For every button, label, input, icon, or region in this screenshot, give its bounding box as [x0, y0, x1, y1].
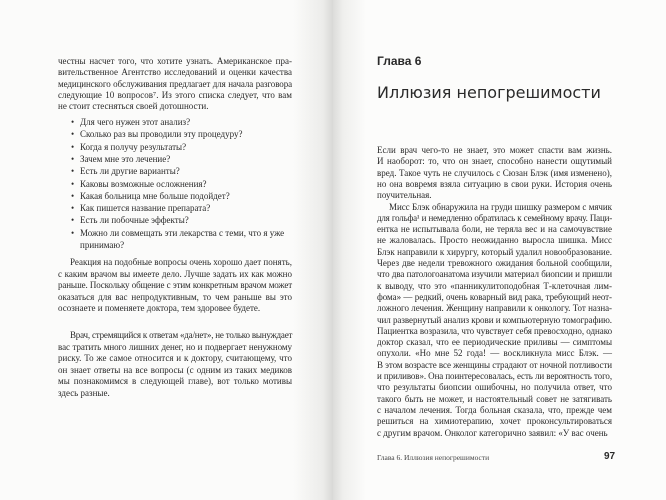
list-item: • Для чего нужен этот анализ? [80, 117, 292, 128]
text-line: Через две недели тревожного ожидания больной сообщили, [377, 258, 612, 268]
text-line: не стоит стесняться своей дотошности. [58, 101, 209, 112]
page-number: 97 [604, 451, 616, 462]
text-line: раньше. Поскольку общение с этим конкретным врачом может [58, 280, 292, 290]
text-line: Реакция на подобные вопросы очень хорошо дает понять, [70, 257, 292, 267]
text-line: вительственное Агентство исследований и оценки качества [58, 67, 292, 78]
text-line: ентка не испытывала боли, не теряла вес и на самочувствие [377, 224, 612, 235]
text-line: с другим врачом. Онколог категорично заявил: «У вас очень [377, 427, 608, 438]
text-line: риску. То же самое относится и к доктору, считающему, что [58, 353, 292, 363]
list-item: • Когда я получу результаты? [80, 142, 292, 153]
text-line: с началом лечения. Тогда больная сказала, что, прежде чем [377, 404, 612, 415]
text-line: оказаться для вас непродуктивным, то чем раньше вы это [58, 291, 292, 302]
text-line: следующие 10 вопросов⁷. Из этого списка следует, что вам [58, 89, 292, 100]
text-line: Пациентка возразила, что чувствует себя превосходно, однако [377, 325, 613, 336]
list-item: • Какая больница мне больше подойдет? [80, 191, 292, 202]
chapter-label: Глава 6 [377, 54, 422, 68]
list-item: • Зачем мне это лечение? [80, 154, 292, 165]
text-line: ложного лечения. Женщину направили к онкологу. Тот назна- [377, 303, 612, 314]
text-line: Мисс Блэк обнаружила на груди шишку размером с мячик [389, 201, 612, 212]
list-item: принимаю? [80, 240, 125, 250]
text-line: что два патологоанатома изучили материал биопсии и пришли [377, 269, 612, 280]
text-line: поучительная. [377, 190, 432, 201]
chapter-title: Иллюзия непогрешимости [377, 83, 601, 102]
text-line: честны насчет того, что хотите узнать. Американское пра- [58, 56, 292, 66]
text-line: Блэк направили к хирургу, который удалил новообразование. [377, 246, 612, 257]
text-line: решиться на химиотерапию, хочет проконсультироваться [377, 416, 612, 427]
list-item: • Как пишется название препарата? [80, 203, 292, 214]
text-line: с каким врачом вы имеете дело. Лучше задать их как можно [58, 268, 292, 279]
text-line: для гольфа¹ и немедленно обратилась к семейному врачу. Паци- [377, 212, 612, 223]
list-item: • Каковы возможные осложнения? [80, 179, 292, 190]
list-item: • Сколько раз вы проводили эту процедуру? [80, 129, 292, 140]
text-line: не жаловалась. Просто неожиданно выросла шишка. Мисс [377, 235, 612, 246]
text-line: Врач, стремящийся к ответам «да/нет», не только вынуждает [70, 330, 293, 340]
text-line: вред. Такое чуть не случилось с Сюзан Блэк (имя изменено), [377, 167, 612, 178]
text-line: мы познакомимся в следующей главе), вот только мотивы [58, 376, 292, 386]
text-line: к выводу, что это «панникулитоподобная Т-клеточная лим- [377, 280, 612, 291]
text-line: доктор сказал, что ее периодические приливы — симптомы [377, 337, 612, 348]
text-line: осознаете и поменяете доктора, тем здоровее будете. [58, 303, 261, 313]
text-line: опухоли. «Но мне 52 года! — воскликнула мисс Блэк. — [377, 348, 612, 359]
text-line: фома» — редкий, очень коварный вид рака, требующий неот- [377, 291, 612, 302]
text-line: вас тратить много лишних денег, но и подвергает ненужному [58, 341, 292, 352]
list-item: • Можно ли совмещать эти лекарства с теми, что я уже [80, 228, 292, 239]
text-line: медицинского обслуживания предлагает для начала разговора [58, 78, 292, 89]
text-line: и приливов». Она поинтересовалась, есть ли вероятность того, [377, 371, 612, 381]
text-line: В этом возрасте все женщины страдают от ночной потливости [377, 359, 612, 370]
text-line: что результаты биопсии ошибочны, но получила ответ, что [377, 382, 612, 393]
list-item: • Есть ли побочные эффекты? [80, 215, 292, 226]
text-line: И наоборот: то, что он знает, способно нанести ощутимый [377, 156, 612, 167]
text-line: но она вовремя взяла ситуацию в свои руки. История очень [377, 178, 612, 189]
text-line: здесь разные. [58, 387, 110, 398]
list-item: • Есть ли другие варианты? [80, 166, 292, 177]
text-line: он знает ответы на все вопросы (с одним из таких медиков [58, 364, 292, 375]
text-line: Если врач чего-то не знает, это может спасти вам жизнь. [377, 145, 612, 155]
text-line: такого быть не может, и настоятельный совет не затягивать [377, 393, 612, 404]
text-line: чил развернутый анализ крови и компьютерную томографию. [377, 314, 612, 325]
running-footer: Глава 6. Иллюзия непогрешимости [377, 453, 490, 462]
